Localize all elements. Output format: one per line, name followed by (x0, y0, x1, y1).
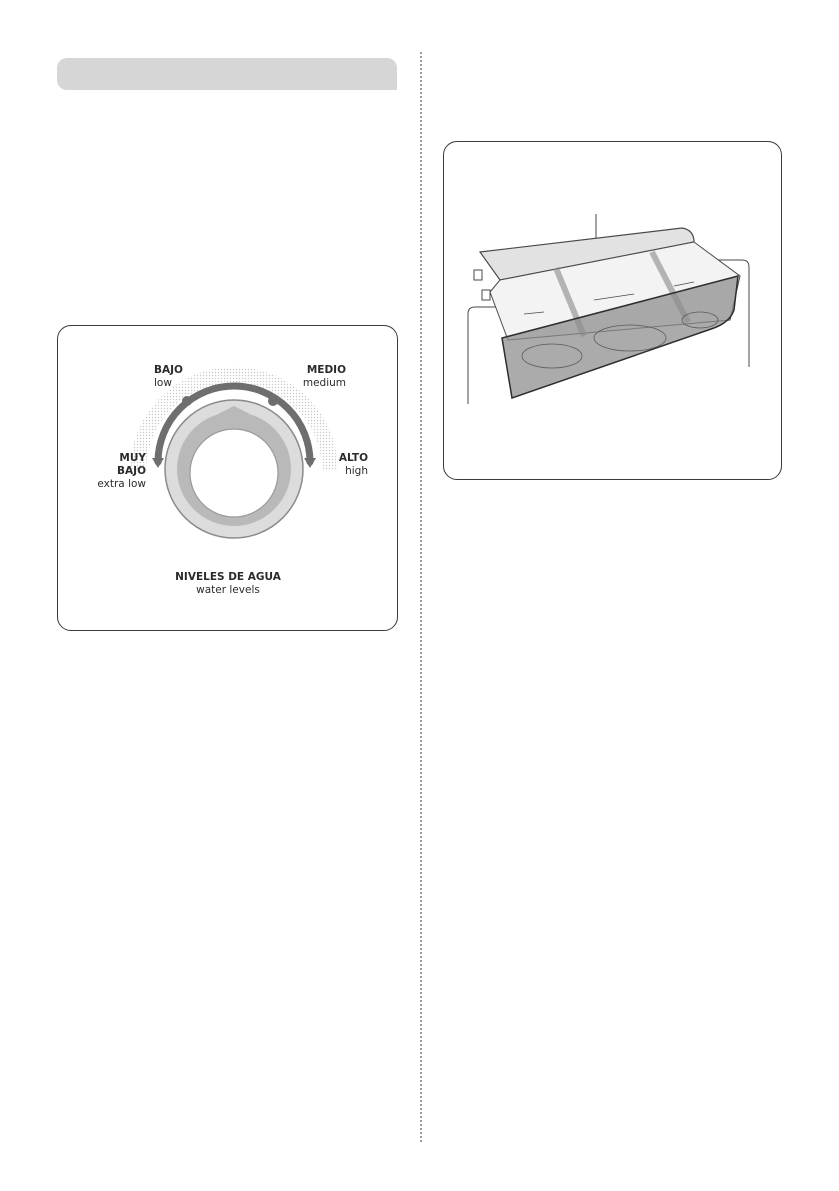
level-high-label (326, 452, 368, 478)
level-medium-en: medium (302, 377, 346, 389)
drawer-tab-top (474, 270, 482, 280)
tick-bajo (182, 396, 192, 406)
water-levels-title-es: NIVELES DE AGUA (175, 571, 281, 583)
detergent-drawer-drawing (444, 142, 783, 481)
tick-medio (268, 396, 278, 406)
detergent-drawer-figure (443, 141, 782, 480)
level-high-es: ALTO (338, 452, 368, 464)
section-header-bar (57, 58, 397, 90)
knob-face (190, 429, 278, 517)
arc-end-left (152, 458, 164, 468)
level-medium-label (278, 364, 346, 390)
level-extra-low-en: extra low (97, 478, 146, 490)
level-extra-low-es: MUY (119, 452, 146, 464)
water-level-dial-figure (57, 325, 398, 631)
level-extra-low-label (80, 452, 146, 491)
level-medium-es: MEDIO (306, 364, 346, 376)
level-high-en: high (345, 465, 368, 477)
drawer-tab-bottom (482, 290, 490, 300)
water-levels-title (148, 571, 308, 597)
arc-end-right (304, 458, 316, 468)
water-levels-title-en: water levels (196, 584, 260, 596)
level-low-label (154, 364, 183, 390)
column-divider (420, 52, 422, 1142)
callout-line-left (468, 307, 502, 404)
level-extra-low-es-2: BAJO (117, 465, 146, 477)
level-low-es: BAJO (154, 364, 183, 376)
level-low-en: low (154, 377, 172, 389)
